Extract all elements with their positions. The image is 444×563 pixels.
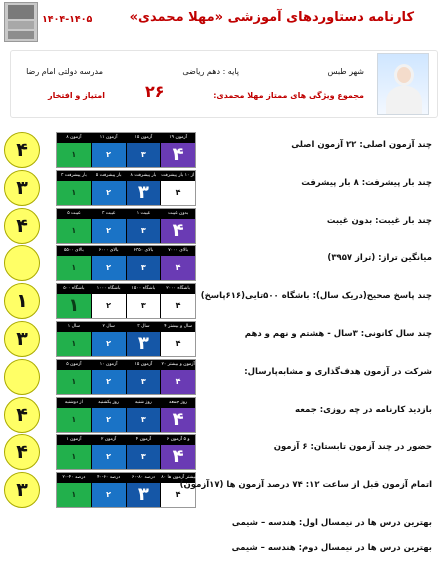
level-caption: ۲۰ آزمون و بیشتر bbox=[161, 360, 195, 370]
level-cell bbox=[127, 246, 161, 280]
report-date: ۱۴۰۴-۱۴۰۵ bbox=[42, 14, 93, 25]
level-value: ۲ bbox=[106, 377, 112, 386]
level-value: ۱ bbox=[71, 452, 77, 461]
level-cell bbox=[161, 133, 195, 167]
level-value: ۱ bbox=[71, 415, 77, 424]
level-caption: بالای ۶۳۵۰ bbox=[127, 246, 161, 256]
level-cell bbox=[92, 133, 126, 167]
level-caption: روز جمعه bbox=[161, 398, 195, 408]
level-value: ۱ bbox=[71, 339, 77, 348]
level-caption: ۸ آزمون bbox=[57, 133, 91, 143]
level-cell bbox=[127, 398, 161, 432]
level-cell bbox=[57, 246, 91, 280]
level-caption: بالای ۶۰۰۰ bbox=[92, 246, 126, 256]
score-circle: ۱ bbox=[4, 283, 40, 319]
level-cell bbox=[92, 322, 126, 356]
level-cell bbox=[161, 360, 195, 394]
level-cell bbox=[57, 435, 91, 469]
report-header bbox=[0, 0, 444, 44]
achievement-row bbox=[0, 395, 444, 435]
level-value: ۴ bbox=[175, 377, 181, 386]
level-value: ۳ bbox=[140, 415, 146, 424]
level-caption: ۶۰-۸۰ درصد bbox=[127, 473, 161, 483]
school-label: مدرسه دولتی امام رضا bbox=[26, 67, 103, 76]
level-caption: ۱۹ آزمون bbox=[161, 133, 195, 143]
level-value: ۲ bbox=[106, 452, 112, 461]
score-circle: ۳ bbox=[4, 472, 40, 508]
level-caption: ۸ بار پیشرفت bbox=[127, 171, 161, 181]
level-cell bbox=[127, 435, 161, 469]
level-cell bbox=[57, 322, 91, 356]
level-scale bbox=[56, 472, 212, 508]
level-caption: ۱۱ آزمون bbox=[92, 133, 126, 143]
level-cell bbox=[57, 398, 91, 432]
level-caption: ۳ سال bbox=[127, 322, 161, 332]
achievement-label: اتمام آزمون قبل از ساعت ۱۲: ۷۴ درصد آزمون ها (۱۷آزمون) bbox=[179, 480, 432, 490]
level-value: ۲ bbox=[106, 226, 112, 235]
score-circle: ۴ bbox=[4, 132, 40, 168]
level-scale bbox=[56, 245, 196, 281]
achievement-row bbox=[0, 281, 444, 321]
institute-logo bbox=[4, 2, 38, 42]
level-value: ۴ bbox=[172, 144, 184, 165]
level-value: ۳ bbox=[140, 377, 146, 386]
level-value: ۴ bbox=[172, 409, 184, 430]
level-value: ۲ bbox=[106, 415, 112, 424]
level-cell bbox=[92, 398, 126, 432]
achievement-label: حضور در چند آزمون تابستان: ۶ آزمون bbox=[273, 442, 432, 452]
level-value: ۴ bbox=[175, 339, 181, 348]
level-caption: ۱ غیبت bbox=[127, 209, 161, 219]
level-cell bbox=[92, 435, 126, 469]
level-cell bbox=[57, 473, 91, 507]
score-circle: ۳ bbox=[4, 170, 40, 206]
achievement-label: شرکت در آزمون هدف‌گذاری و مشابه‌پارسال: bbox=[244, 367, 432, 377]
level-caption: ۴ سال و بیشتر bbox=[161, 322, 195, 332]
level-cell bbox=[92, 209, 126, 243]
level-value: ۲ bbox=[106, 339, 112, 348]
level-value: ۴ bbox=[175, 263, 181, 272]
level-cell bbox=[161, 171, 205, 205]
achievement-label: چند آزمون اصلی: ۲۲ آزمون اصلی bbox=[291, 140, 432, 150]
level-caption: ۳ بار پیشرفت bbox=[57, 171, 91, 181]
level-value: ۳ bbox=[140, 301, 146, 310]
level-caption: ۱۰ آزمون bbox=[92, 360, 126, 370]
level-value: ۴ bbox=[175, 490, 181, 499]
level-value: ۱ bbox=[71, 377, 77, 386]
level-cell bbox=[161, 435, 195, 469]
level-caption: ۱۵ آزمون bbox=[127, 133, 161, 143]
level-value: ۳ bbox=[137, 333, 149, 354]
level-value: ۱ bbox=[71, 226, 77, 235]
level-scale bbox=[56, 170, 205, 206]
achievement-label: میانگین تراز: (تراز ۳۹۵۷) bbox=[327, 253, 432, 263]
level-caption: بدون غیبت bbox=[161, 209, 195, 219]
score-circle: ۳ bbox=[4, 321, 40, 357]
level-value: ۳ bbox=[140, 452, 146, 461]
level-caption: ۳ غیبت bbox=[92, 209, 126, 219]
level-cell bbox=[57, 171, 91, 205]
level-cell bbox=[127, 133, 161, 167]
level-caption: بالای ۵۵۰۰ bbox=[57, 246, 91, 256]
level-scale bbox=[56, 132, 196, 168]
achievement-row bbox=[0, 243, 444, 283]
level-caption: ۱ آزمون bbox=[57, 435, 91, 445]
level-scale bbox=[56, 434, 196, 470]
level-caption: باشگاه ۵۰۰ bbox=[57, 284, 91, 294]
score-circle: ۴ bbox=[4, 397, 40, 433]
level-caption: ۱ سال bbox=[57, 322, 91, 332]
level-cell bbox=[92, 473, 126, 507]
achievement-row bbox=[0, 470, 444, 510]
level-cell bbox=[57, 284, 91, 318]
city-label: شهر طبس bbox=[327, 67, 364, 76]
level-cell bbox=[57, 360, 91, 394]
level-caption: ۲۰-۴۰ درصد bbox=[57, 473, 91, 483]
level-caption: ۸۰ درصد و بیشتر آزمون ها bbox=[161, 473, 195, 483]
level-cell bbox=[127, 473, 161, 507]
level-value: ۲ bbox=[106, 188, 112, 197]
level-value: ۳ bbox=[137, 484, 149, 505]
level-caption: ۶ و ۵ آزمون bbox=[161, 435, 195, 445]
level-value: ۳ bbox=[140, 226, 146, 235]
achievement-row bbox=[0, 130, 444, 170]
level-cell bbox=[127, 284, 161, 318]
level-scale bbox=[56, 208, 196, 244]
level-value: ۳ bbox=[140, 150, 146, 159]
level-caption: ۲ آزمون bbox=[92, 435, 126, 445]
level-scale bbox=[56, 397, 196, 433]
score-circle: ۴ bbox=[4, 434, 40, 470]
level-caption: ۱۵ آزمون bbox=[127, 360, 161, 370]
achievement-label: چند بار پیشرفت: ۸ بار پیشرفت bbox=[301, 178, 432, 188]
level-cell bbox=[127, 322, 161, 356]
level-scale bbox=[56, 321, 196, 357]
level-value: ۳ bbox=[140, 263, 146, 272]
level-cell bbox=[127, 171, 161, 205]
level-caption: روز شنبه bbox=[127, 398, 161, 408]
level-caption: ۴ آزمون bbox=[127, 435, 161, 445]
level-caption: روز یکشنبه bbox=[92, 398, 126, 408]
level-cell bbox=[92, 360, 126, 394]
level-caption: ۲ سال bbox=[92, 322, 126, 332]
traits-heading: مجموع ویژگی های ممتاز مهلا محمدی: bbox=[213, 91, 364, 100]
student-info-card bbox=[10, 50, 438, 118]
best-subjects-second-term: بهترین درس ها در نیمسال دوم: هندسه – شیمی bbox=[231, 543, 432, 553]
level-caption: بالای ۷۰۰۰ bbox=[161, 246, 195, 256]
level-scale bbox=[56, 283, 196, 319]
achievement-row bbox=[0, 168, 444, 208]
student-photo bbox=[377, 53, 429, 115]
level-cell bbox=[161, 398, 195, 432]
level-cell bbox=[161, 209, 195, 243]
level-value: ۴ bbox=[172, 220, 184, 241]
pride-score: ۲۶ bbox=[145, 82, 165, 101]
score-circle bbox=[4, 359, 40, 395]
level-value: ۴ bbox=[175, 188, 181, 197]
level-value: ۳ bbox=[137, 182, 149, 203]
level-cell bbox=[92, 246, 126, 280]
level-caption: ۵ آزمون bbox=[57, 360, 91, 370]
level-cell bbox=[161, 284, 195, 318]
level-value: ۱ bbox=[71, 490, 77, 499]
achievement-label: چند سال کانونی: ۳سال - هشتم و نهم و دهم bbox=[244, 329, 432, 339]
level-caption: ۴۰-۶۰ درصد bbox=[92, 473, 126, 483]
level-value: ۱ bbox=[68, 295, 80, 316]
level-cell bbox=[161, 473, 212, 507]
level-caption: باشگاه ۲۰۰۰ bbox=[161, 284, 195, 294]
achievement-label: بازدید کارنامه در چه روزی: جمعه bbox=[295, 405, 432, 415]
level-cell bbox=[92, 284, 126, 318]
report-title: کارنامه دستاوردهای آموزشی «مهلا محمدی» bbox=[129, 10, 414, 25]
grade-label: پایه : دهم ریاضی bbox=[182, 67, 239, 76]
level-caption: ۵ غیبت bbox=[57, 209, 91, 219]
level-cell bbox=[92, 171, 126, 205]
level-value: ۴ bbox=[172, 446, 184, 467]
level-caption: ۵ بار پیشرفت bbox=[92, 171, 126, 181]
level-cell bbox=[161, 246, 195, 280]
level-value: ۱ bbox=[71, 263, 77, 272]
level-cell bbox=[57, 133, 91, 167]
level-value: ۲ bbox=[106, 150, 112, 159]
level-value: ۱ bbox=[71, 188, 77, 197]
level-value: ۱ bbox=[71, 150, 77, 159]
level-scale bbox=[56, 359, 196, 395]
level-caption: باشگاه ۱۵۰۰ bbox=[127, 284, 161, 294]
score-circle: ۴ bbox=[4, 208, 40, 244]
level-value: ۲ bbox=[106, 490, 112, 499]
level-caption: بیش از ۱۰ بار پیشرفت bbox=[161, 171, 195, 181]
level-value: ۲ bbox=[106, 263, 112, 272]
level-cell bbox=[127, 360, 161, 394]
best-subjects-first-term: بهترین درس ها در نیمسال اول: هندسه – شیمی bbox=[231, 518, 432, 528]
level-caption: از دوشنبه bbox=[57, 398, 91, 408]
achievement-row bbox=[0, 319, 444, 359]
level-value: ۴ bbox=[175, 301, 181, 310]
achievement-row bbox=[0, 206, 444, 246]
achievement-row bbox=[0, 357, 444, 397]
level-cell bbox=[57, 209, 91, 243]
level-cell bbox=[161, 322, 195, 356]
score-circle bbox=[4, 245, 40, 281]
level-cell bbox=[127, 209, 161, 243]
achievement-label: چند پاسخ صحیح(دریک سال): باشگاه ۵۰۰تایی(۶۱۶پاسخ) bbox=[200, 291, 432, 301]
achievement-label: چند بار غیبت: بدون غیبت bbox=[326, 216, 432, 226]
achievement-row bbox=[0, 432, 444, 472]
level-caption: باشگاه ۱۰۰۰ bbox=[92, 284, 126, 294]
level-value: ۲ bbox=[106, 301, 112, 310]
pride-label: امتیاز و افتخار bbox=[48, 91, 105, 100]
